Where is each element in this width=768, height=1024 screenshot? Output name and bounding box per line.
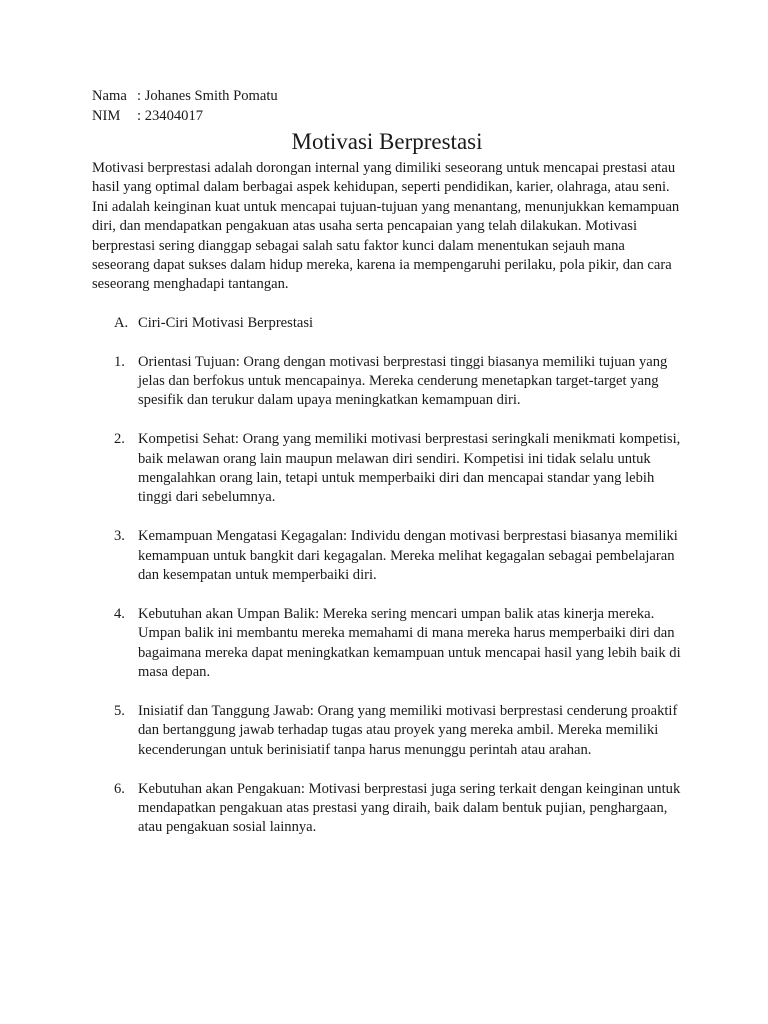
list-marker: 2. bbox=[114, 431, 125, 448]
section-heading-text: Ciri-Ciri Motivasi Berprestasi bbox=[138, 314, 314, 331]
list-item-text: Kompetisi Sehat: Orang yang memiliki motivasi berprestasi seringkali menikmati kompetisi, baik melawan orang lain maupun melawan diri sendiri. Kompetisi ini tidak selalu untuk mengalahkan orang lain, tetapi untuk memperbaiki diri dan mencapai standar yang lebih tinggi dari sebelumnya. bbox=[138, 431, 681, 506]
nim-value: : 23404017 bbox=[137, 107, 204, 124]
list-item bbox=[92, 430, 682, 508]
name-row bbox=[92, 87, 682, 107]
document-title: Motivasi Berprestasi bbox=[291, 129, 483, 154]
list-item-text: Kebutuhan akan Umpan Balik: Mereka sering mencari umpan balik atas kinerja mereka. Umpan balik ini membantu mereka memahami di mana mereka harus memperbaiki diri dan bagaimana mereka dapat meningkatkan kemampuan untuk mencapai hasil yang lebih baik di masa depan. bbox=[138, 605, 681, 681]
list-marker: 6. bbox=[114, 780, 125, 797]
list-item bbox=[92, 527, 682, 585]
list-item bbox=[92, 702, 682, 760]
list-marker: 1. bbox=[114, 353, 125, 370]
list-item-text: Kemampuan Mengatasi Kegagalan: Individu dengan motivasi berprestasi biasanya memiliki kemampuan untuk bangkit dari kegagalan. Mereka melihat kegagalan sebagai pembelajaran dan kesempatan untuk memperbaiki diri. bbox=[138, 528, 678, 584]
list-item-text: Kebutuhan akan Pengakuan: Motivasi berprestasi juga sering terkait dengan keinginan untuk mendapatkan pengakuan atas prestasi yang diraih, baik dalam bentuk pujian, penghargaan, atau pengakuan sosial lainnya. bbox=[138, 780, 681, 836]
document-page bbox=[92, 87, 682, 838]
list-marker: 5. bbox=[114, 702, 125, 719]
name-value: : Johanes Smith Pomatu bbox=[137, 88, 278, 104]
list-item-text: Inisiatif dan Tanggung Jawab: Orang yang memiliki motivasi berprestasi cenderung proaktif dan bertanggung jawab terhadap tugas atau proyek yang mereka ambil. Mereka memiliki kecenderungan untuk berinisiatif tanpa harus menunggu perintah atau arahan. bbox=[138, 702, 678, 758]
list-item bbox=[92, 780, 682, 838]
section-heading bbox=[92, 314, 682, 333]
nim-label: NIM bbox=[92, 107, 121, 124]
list-item-text: Orientasi Tujuan: Orang dengan motivasi berprestasi tinggi biasanya memiliki tujuan yang jelas dan berfokus untuk mencapainya. Mereka cenderung menetapkan target-target yang spesifik dan terukur dalam upaya meningkatkan kemampuan diri. bbox=[138, 353, 668, 409]
list-marker: 3. bbox=[114, 528, 125, 545]
nim-row bbox=[92, 107, 682, 127]
section-marker: A. bbox=[114, 314, 129, 331]
intro-paragraph: Motivasi berprestasi adalah dorongan internal yang dimiliki seseorang untuk mencapai prestasi atau hasil yang optimal dalam berbagai aspek kehidupan, seperti pendidikan, karier, olahraga, atau seni. Ini adalah keinginan kuat untuk mencapai tujuan-tujuan yang menantang, menunjukkan kemampuan diri, dan mendapatkan pengakuan atas usaha serta pencapaian yang telah dilakukan. Motivasi berprestasi sering dianggap sebagai salah satu faktor kunci dalam menentukan sejauh mana seseorang dapat sukses dalam hidup mereka, karena ia mempengaruhi perilaku, pola pikir, dan cara seseorang menghadapi tantangan. bbox=[92, 160, 680, 293]
list-marker: 4. bbox=[114, 605, 125, 622]
list-item bbox=[92, 605, 682, 683]
list-item bbox=[92, 353, 682, 411]
name-label: Nama bbox=[92, 88, 127, 104]
